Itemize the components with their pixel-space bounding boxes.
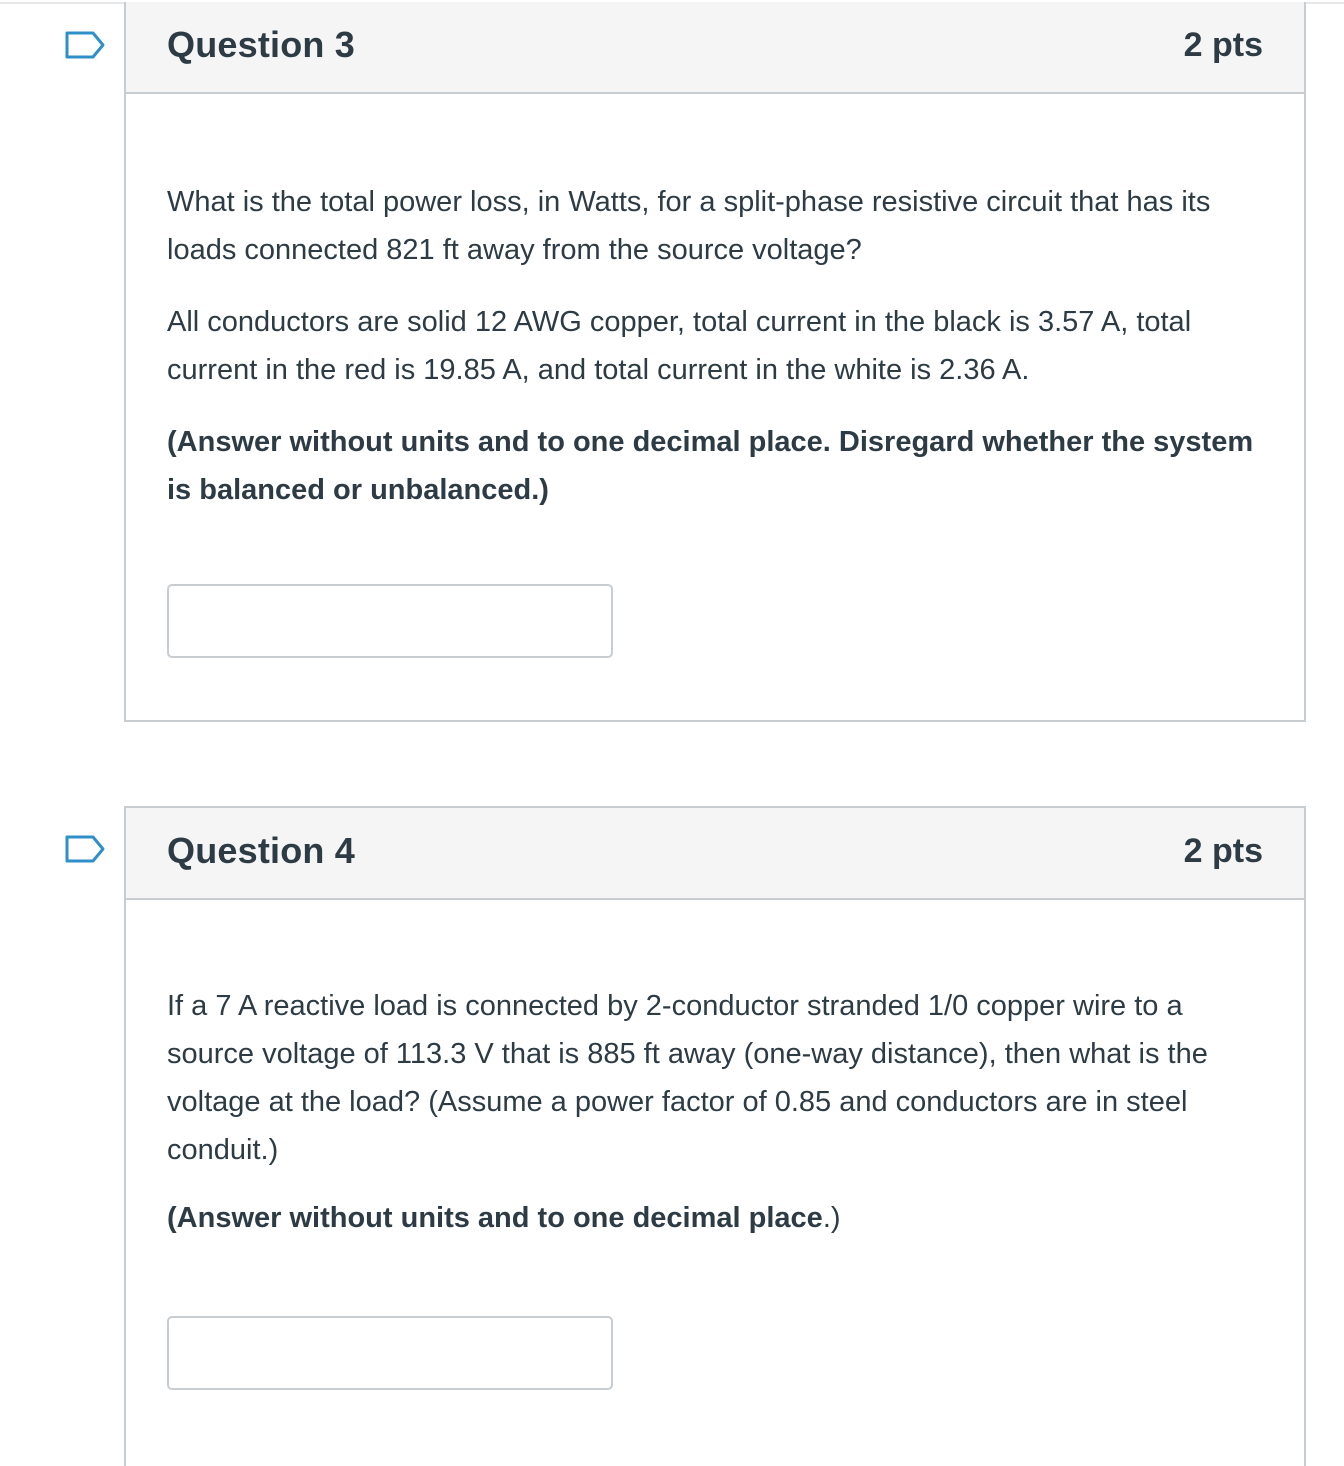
question-3-card <box>124 2 1306 722</box>
question-points: 2 pts <box>1183 26 1263 64</box>
question-4-card <box>124 806 1306 1466</box>
answer-instruction-bold: (Answer without units and to one decimal place <box>167 1202 823 1234</box>
answer-input[interactable] <box>167 584 613 658</box>
question-title: Question 4 <box>167 830 356 871</box>
question-text <box>167 982 1267 1266</box>
question-text <box>167 178 1267 538</box>
bookmark-flag-icon[interactable] <box>64 834 106 864</box>
answer-instruction: (Answer without units and to one decimal place. Disregard whether the system is balanced or unbalanced.) <box>167 426 1254 506</box>
bookmark-flag-icon[interactable] <box>64 30 106 60</box>
question-points: 2 pts <box>1183 832 1263 870</box>
question-title: Question 3 <box>167 24 356 65</box>
question-header <box>126 808 1304 900</box>
question-paragraph: What is the total power loss, in Watts, for a split-phase resistive circuit that has its loads connected 821 ft away from the source voltage? <box>167 186 1211 266</box>
answer-instruction <box>167 1194 1267 1242</box>
answer-instruction-tail: .) <box>822 1202 841 1234</box>
question-paragraph: All conductors are solid 12 AWG copper, total current in the black is 3.57 A, total current in the red is 19.85 A, and total current in the white is 2.36 A. <box>167 306 1192 386</box>
answer-input[interactable] <box>167 1316 613 1390</box>
question-header <box>126 2 1304 94</box>
question-paragraph: If a 7 A reactive load is connected by 2-conductor stranded 1/0 copper wire to a source voltage of 113.3 V that is 885 ft away (one-way distance), then what is the voltage at the load? (Assume a power factor of 0.85 and conductors are in steel conduit.) <box>167 990 1208 1166</box>
